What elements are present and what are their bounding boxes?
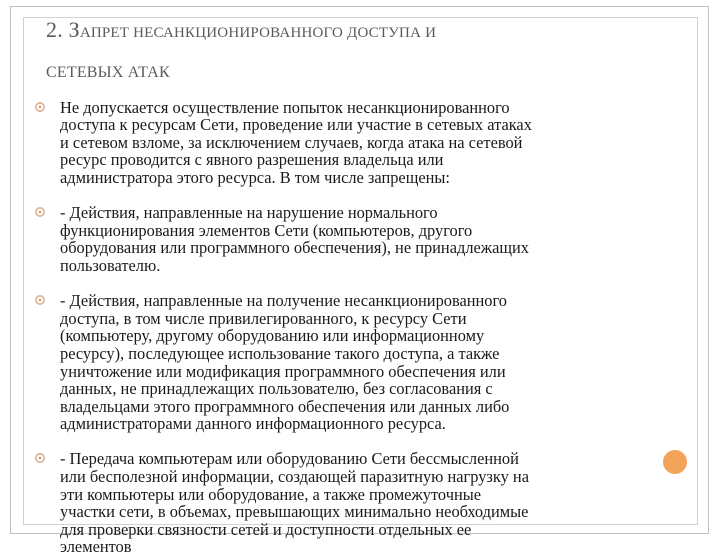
title-line-2: СЕТЕВЫХ АТАК [46,64,170,81]
ornamental-bullet-icon [34,189,46,201]
bullet-text: - Действия, направленные на нарушение нормального функционирования элементов Сети (компьютеров, другого оборудования или программного обеспечения), не принадлежащих пользователю. [60,203,529,275]
bullet-item [34,187,690,275]
ornamental-bullet-icon [34,435,46,447]
bullet-text: - Передача компьютерам или оборудованию Сети бессмысленной или бесполезной информации, создающей паразитную нагрузку на эти компьютеры или оборудование, а также промежуточные участки сети, в объемах, превышающих минимально необходимые для проверки связности сетей и доступности отдельных ее элементов [60,449,529,556]
orange-accent-circle [663,450,687,474]
ornamental-bullet-icon [34,277,46,289]
bullet-item [34,81,690,187]
title-line-1 [46,12,666,51]
title-first-letters: 2. З [46,17,80,42]
title-line-1-rest: АПРЕТ НЕСАНКЦИОНИРОВАННОГО ДОСТУПА И [79,25,437,41]
ornamental-bullet-icon [34,83,46,95]
slide-title [46,10,666,87]
bullet-text: Не допускается осуществление попыток несанкционированного доступа к ресурсам Сети, проведение или участие в сетевых атаках и сетевом взломе, за исключением случаев, когда атака на сетевой ресурс проводится с явного разрешения владельца или администратора этого ресурса. В том числе запрещены: [60,97,532,187]
bullet-item [34,433,690,556]
bullet-item [34,275,690,433]
bullet-list [34,81,690,556]
bullet-text: - Действия, направленные на получение несанкционированного доступа, в том числе привилегированного, к ресурсу Сети (компьютеру, другому оборудованию или информационному ресурсу), последующее использование такого доступа, а также уничтожение или модификация программного обеспечения или данных, не принадлежащих пользователю, без согласования с владельцами этого программного обеспечения или данных либо администраторами данного информационного ресурса. [60,291,510,434]
